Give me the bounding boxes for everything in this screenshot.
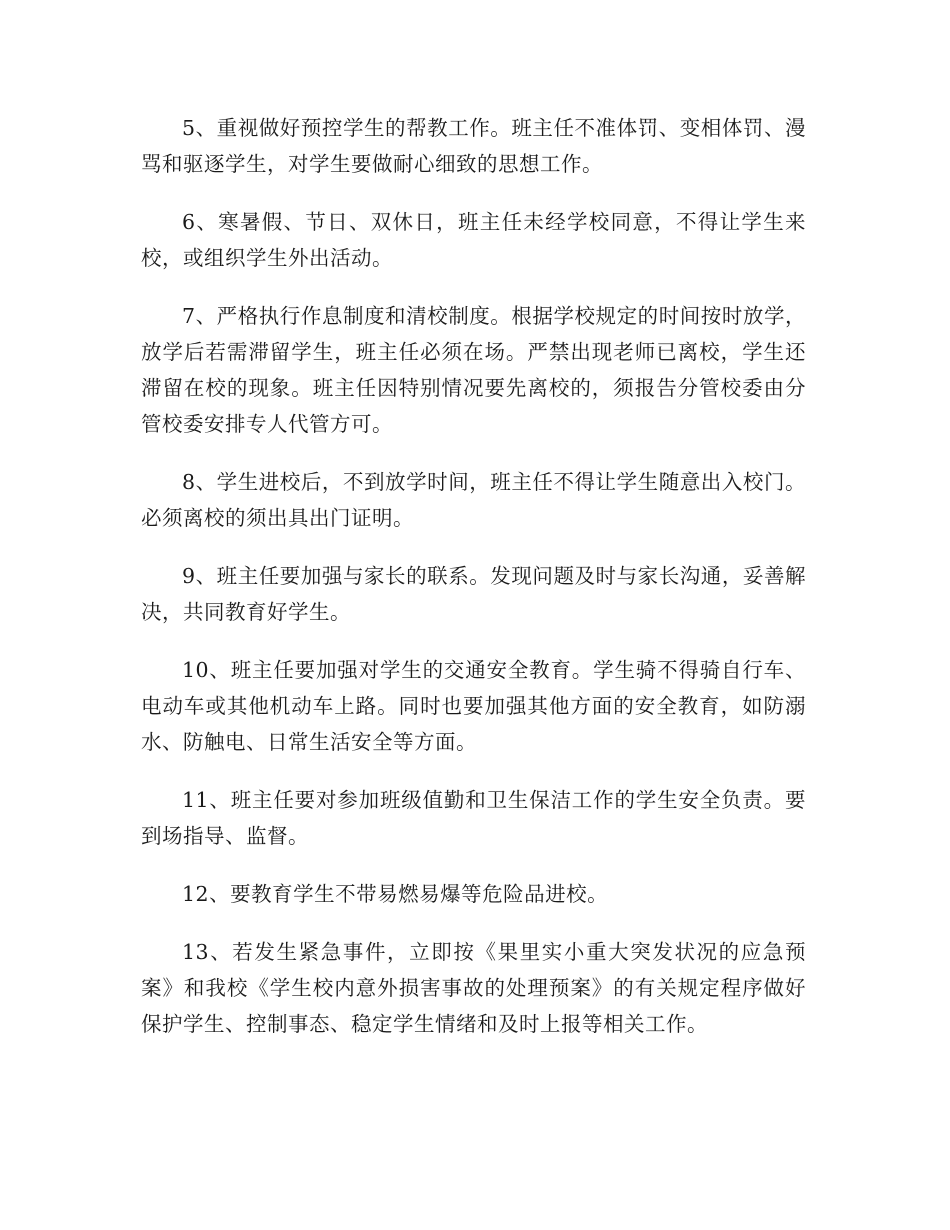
document-body [141,110,806,1064]
paragraph-item-13: 13、若发生紧急事件，立即按《果里实小重大突发状况的应急预案》和我校《学生校内意外损害事故的处理预案》的有关规定程序做好保护学生、控制事态、稳定学生情绪和及时上报等相关工作。 [141,940,806,1036]
paragraph-item-10: 10、班主任要加强对学生的交通安全教育。学生骑不得骑自行车、电动车或其他机动车上路。同时也要加强其他方面的安全教育，如防溺水、防触电、日常生活安全等方面。 [141,658,806,754]
paragraph-item-5: 5、重视做好预控学生的帮教工作。班主任不准体罚、变相体罚、漫骂和驱逐学生，对学生要做耐心细致的思想工作。 [141,116,806,176]
paragraph-item-9: 9、班主任要加强与家长的联系。发现问题及时与家长沟通，妥善解决，共同教育好学生。 [141,564,806,624]
paragraph-item-12: 12、要教育学生不带易燃易爆等危险品进校。 [182,882,609,906]
paragraph-item-8: 8、学生进校后，不到放学时间，班主任不得让学生随意出入校门。必须离校的须出具出门证明。 [141,470,806,530]
paragraph-item-11: 11、班主任要对参加班级值勤和卫生保洁工作的学生安全负责。要到场指导、监督。 [141,788,806,848]
paragraph-item-6: 6、寒暑假、节日、双休日，班主任未经学校同意，不得让学生来校，或组织学生外出活动。 [141,210,806,270]
paragraph-item-7: 7、严格执行作息制度和清校制度。根据学校规定的时间按时放学，放学后若需滞留学生，班主任必须在场。严禁出现老师已离校，学生还滞留在校的现象。班主任因特别情况要先离校的，须报告分管校委由分管校委安排专人代管方可。 [141,304,806,436]
